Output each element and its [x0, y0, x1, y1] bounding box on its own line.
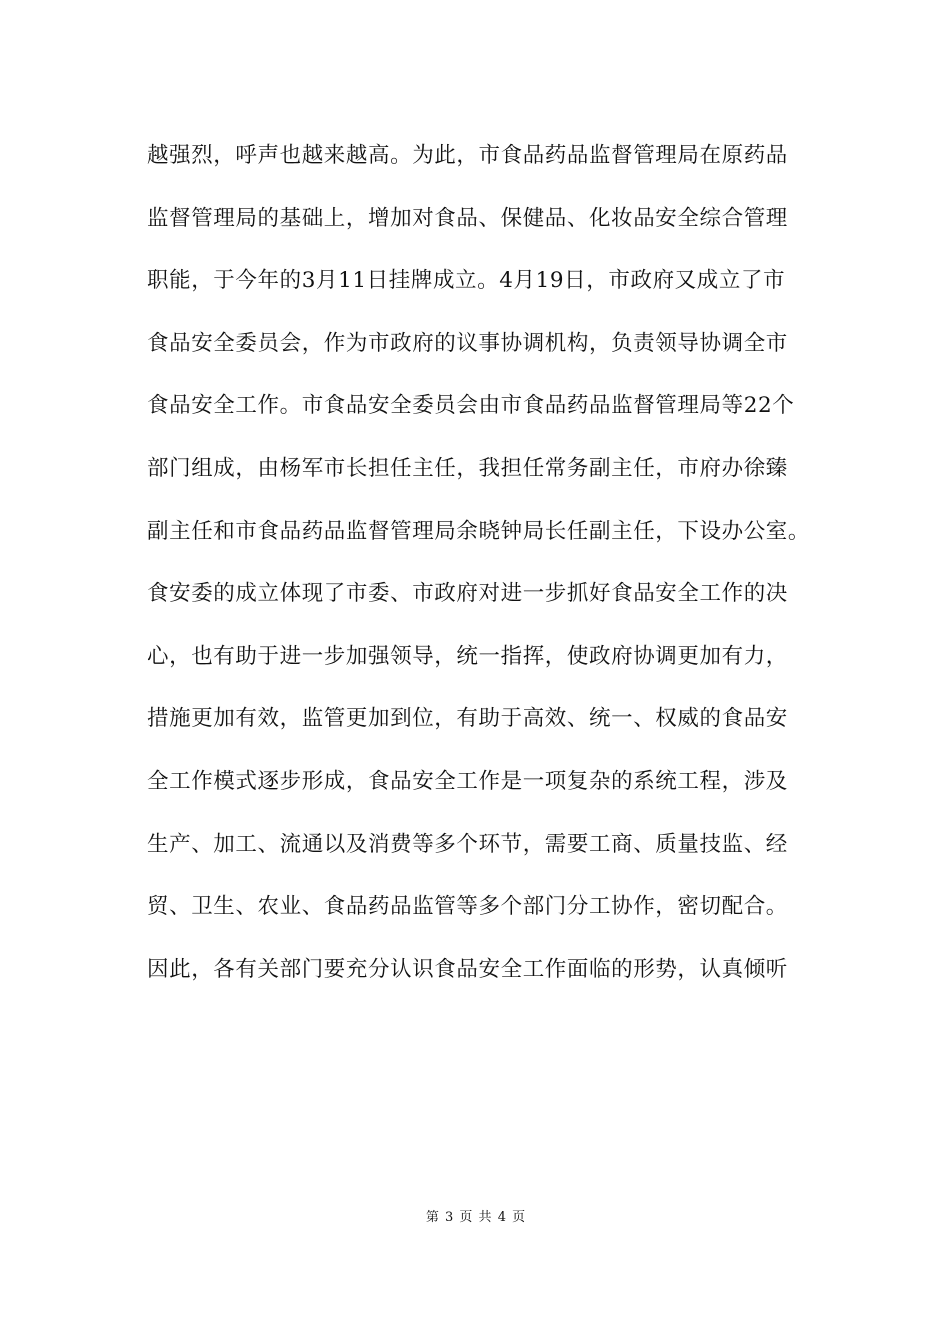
text-line: 副主任和市食品药品监督管理局余晓钟局长任副主任，下设办公室。	[147, 518, 811, 544]
text-line: 措施更加有效，监管更加到位，有助于高效、统一、权威的食品安	[147, 706, 788, 732]
text-line: 食安委的成立体现了市委、市政府对进一步抓好食品安全工作的决	[147, 581, 788, 607]
body-text	[147, 136, 827, 1012]
page-footer	[0, 1206, 950, 1225]
text-line: 食品安全工作。市食品安全委员会由市食品药品监督管理局等22个	[147, 393, 795, 419]
text-line: 食品安全委员会，作为市政府的议事协调机构，负责领导协调全市	[147, 330, 788, 356]
text-line: 监督管理局的基础上，增加对食品、保健品、化妆品安全综合管理	[147, 205, 788, 231]
text-line: 全工作模式逐步形成，食品安全工作是一项复杂的系统工程，涉及	[147, 768, 788, 794]
page-number-label: 第 3 页 共 4 页	[425, 1210, 527, 1225]
text-line: 职能，于今年的3月11日挂牌成立。4月19日，市政府又成立了市	[147, 268, 786, 294]
text-line: 因此，各有关部门要充分认识食品安全工作面临的形势，认真倾听	[147, 956, 788, 982]
text-line: 贸、卫生、农业、食品药品监管等多个部门分工协作，密切配合。	[147, 894, 788, 920]
text-line: 越强烈，呼声也越来越高。为此，市食品药品监督管理局在原药品	[147, 143, 788, 168]
text-line: 心，也有助于进一步加强领导，统一指挥，使政府协调更加有力，	[147, 643, 788, 669]
text-line: 生产、加工、流通以及消费等多个环节，需要工商、质量技监、经	[147, 831, 788, 857]
text-line: 部门组成，由杨军市长担任主任，我担任常务副主任，市府办徐臻	[147, 455, 788, 481]
